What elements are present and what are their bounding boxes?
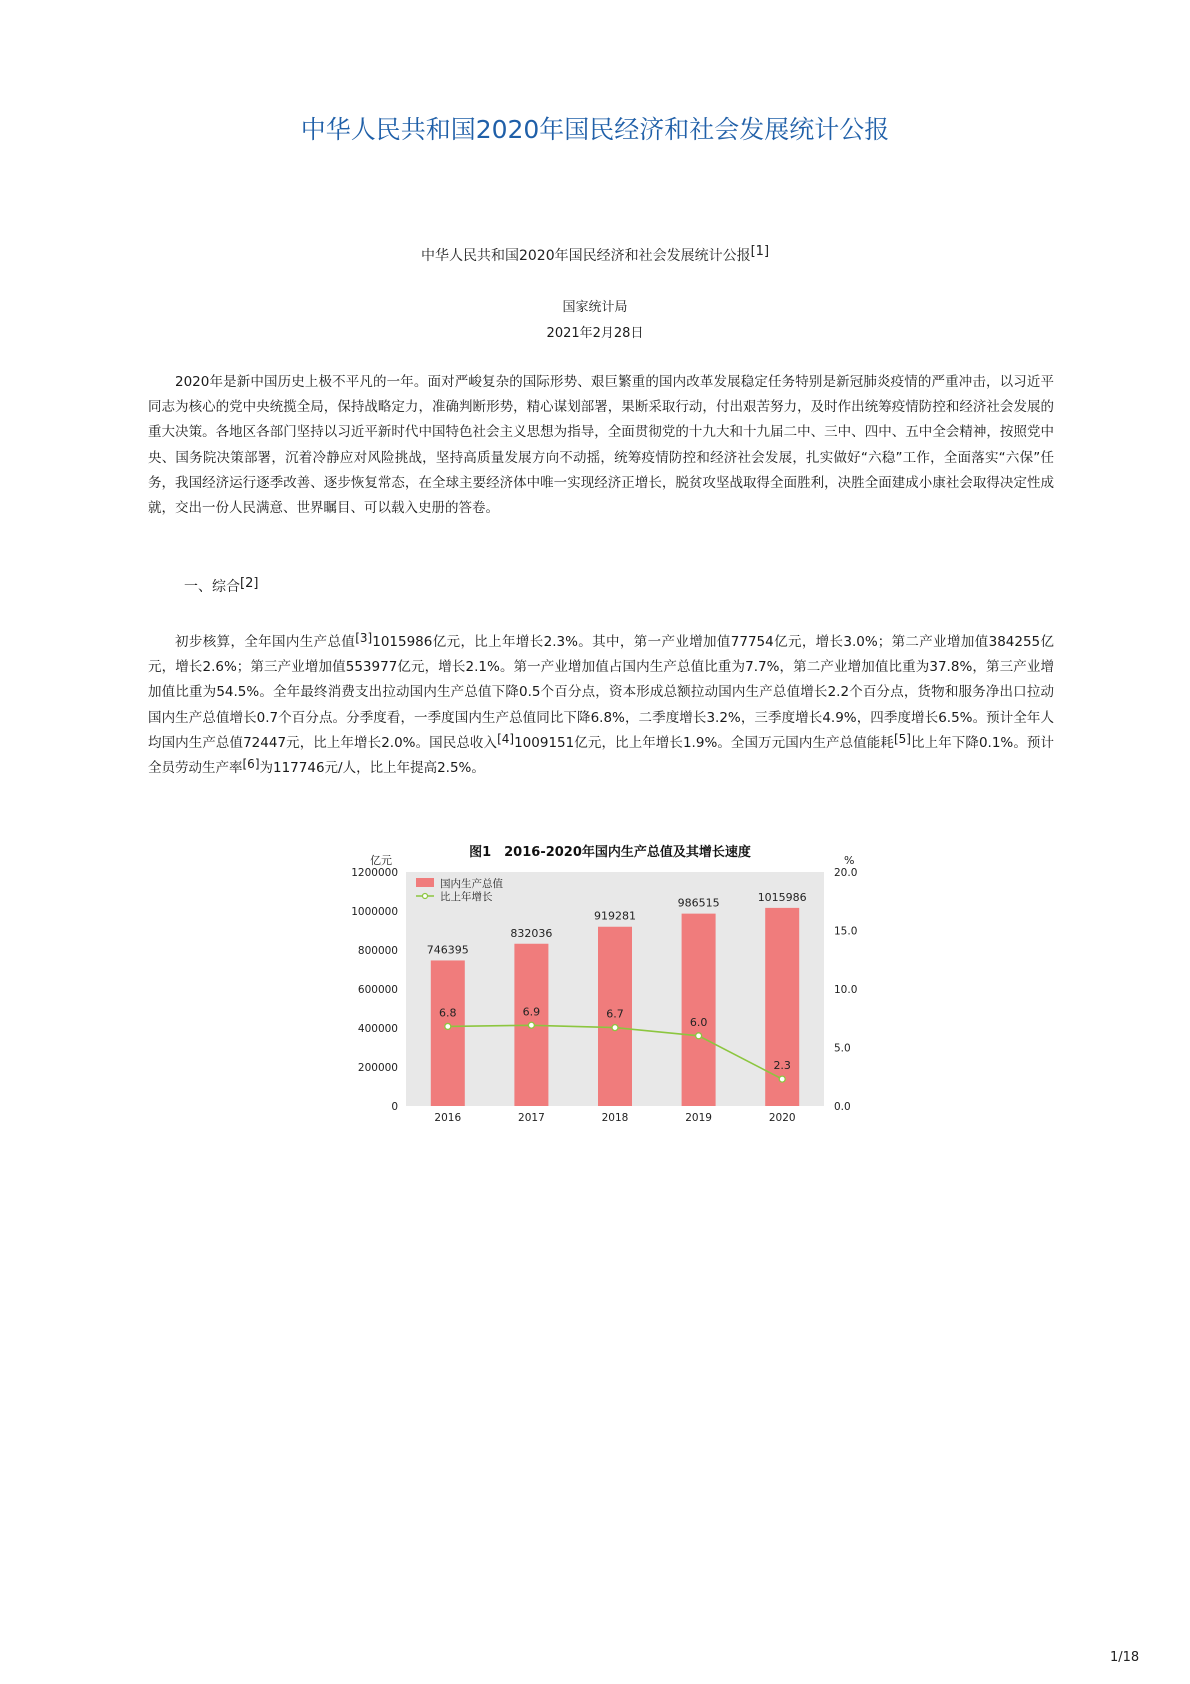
document-subtitle <box>0 244 1190 265</box>
page-number: 1/18 <box>1110 1650 1140 1665</box>
footnote-ref-4[interactable]: [4] <box>497 731 515 746</box>
publish-date: 2021年2月28日 <box>546 326 644 341</box>
y-tick-label: 600000 <box>357 984 398 996</box>
right-axis <box>834 867 857 1113</box>
x-tick-label: 2019 <box>685 1112 712 1124</box>
growth-point-2020 <box>779 1076 785 1082</box>
growth-value-label: 6.8 <box>439 1006 457 1020</box>
y-tick-label: 200000 <box>357 1062 398 1074</box>
y2-tick-label: 20.0 <box>834 867 858 879</box>
p2-text-5: 为117746元/人，比上年提高2.5%。 <box>259 760 485 777</box>
y2-tick-label: 15.0 <box>834 925 858 938</box>
y-tick-label: 0 <box>391 1101 398 1113</box>
legend-line-label: 比上年增长 <box>440 891 493 903</box>
intro-paragraph: 2020年是新中国历史上极不平凡的一年。面对严峻复杂的国际形势、艰巨繁重的国内改革发展稳定任务特别是新冠肺炎疫情的严重冲击，以习近平同志为核心的党中央统揽全局，保持战略定力，准确判断形势，精心谋划部署，果断采取行动，付出艰苦努力，及时作出统筹疫情防控和经济社会发展的重大决策。各地区各部门坚持以习近平新时代中国特色社会主义思想为指导，全面贯彻党的十九大和十九届二中、三中、四中、五中全会精神，按照党中央、国务院决策部署，沉着冷静应对风险挑战，坚持高质量发展方向不动摇，统筹疫情防控和经济社会发展，扎实做好“六稳”工作，全面落实“六保”任务，我国经济运行逐季改善、逐步恢复常态，在全球主要经济体中唯一实现经济正增长，脱贫攻坚战取得全面胜利，决胜全面建成小康社会取得决定性成就，交出一份人民满意、世界瞩目、可以载入史册的答卷。 <box>148 374 1054 517</box>
bar-value-label: 832036 <box>510 926 553 940</box>
subtitle-text: 中华人民共和国2020年国民经济和社会发展统计公报 <box>420 248 751 264</box>
footnote-ref-2[interactable]: [2] <box>240 576 259 591</box>
growth-value-label: 2.3 <box>773 1059 791 1073</box>
legend-line-dot <box>423 894 428 899</box>
x-axis <box>434 1112 795 1124</box>
y-tick-label: 1200000 <box>351 867 398 879</box>
growth-value-label: 6.0 <box>689 1015 708 1029</box>
y2-tick-label: 0.0 <box>834 1101 851 1113</box>
gdp-chart <box>350 838 870 1130</box>
left-axis-unit: 亿元 <box>370 854 392 867</box>
summary-paragraph <box>148 630 1054 781</box>
bar-value-label: 986515 <box>677 896 720 910</box>
issuing-agency: 国家统计局 <box>562 300 628 315</box>
x-tick-label: 2017 <box>518 1112 545 1124</box>
legend-bar-label: 国内生产总值 <box>440 878 503 890</box>
left-axis <box>351 867 398 1113</box>
y2-tick-label: 5.0 <box>834 1042 851 1055</box>
growth-point-2018 <box>612 1025 618 1031</box>
growth-point-2019 <box>696 1033 702 1039</box>
right-axis-unit: % <box>844 854 855 867</box>
section-heading-text: 一、综合 <box>184 579 240 595</box>
bar-value-label: 746395 <box>426 943 469 957</box>
footnote-ref-5[interactable]: [5] <box>893 731 911 746</box>
bar-2016 <box>431 960 465 1106</box>
p2-text-1: 初步核算，全年国内生产总值 <box>175 634 356 650</box>
chart-title: 图1 2016-2020年国内生产总值及其增长速度 <box>469 845 751 860</box>
bar-value-label: 1015986 <box>757 890 807 904</box>
growth-value-label: 6.7 <box>606 1007 624 1021</box>
footnote-ref-3[interactable]: [3] <box>355 631 373 645</box>
x-tick-label: 2020 <box>768 1112 796 1124</box>
y-tick-label: 1000000 <box>351 906 398 918</box>
page-title: 中华人民共和国2020年国民经济和社会发展统计公报 <box>300 115 890 144</box>
section-heading <box>184 576 258 596</box>
footnote-ref-6[interactable]: [6] <box>242 757 260 772</box>
x-tick-label: 2016 <box>434 1112 462 1124</box>
growth-point-2016 <box>445 1023 451 1029</box>
p2-text-4: 比上年下降0.1%。预计全员劳动生产率 <box>148 734 1055 777</box>
legend-bar-swatch <box>416 878 434 887</box>
bar-value-label: 919281 <box>594 909 636 923</box>
x-tick-label: 2018 <box>601 1112 629 1124</box>
y-tick-label: 800000 <box>357 945 398 957</box>
p2-text-3: 1009151亿元，比上年增长1.9%。全国万元国内生产总值能耗 <box>514 734 894 751</box>
bar-2019 <box>682 914 716 1106</box>
y-tick-label: 400000 <box>357 1023 398 1035</box>
y2-tick-label: 10.0 <box>834 984 858 996</box>
p2-text-2: 1015986亿元，比上年增长2.3%。其中，第一产业增加值77754亿元，增长3.0%；第二产业增加值384255亿元，增长2.6%；第三产业增加值553977亿元，增长2.1%。第一产业增加值占国内生产总值比重为7.7%，第二产业增加值比重为37.8%，第三产业增加值比重为54.5%。全年最终消费支出拉动国内生产总值下降0.5个百分点，资本形成总额拉动国内生产总值增长2.2个百分点，货物和服务净出口拉动国内生产总值增长0.7个百分点。分季度看，一季度国内生产总值同比下降6.8%，二季度增长3.2%，三季度增长4.9%，四季度增长6.5%。预计全年人均国内生产总值72447元，比上年增长2.0%。国民总收入 <box>148 634 1055 751</box>
growth-value-label: 6.9 <box>522 1005 541 1019</box>
growth-point-2017 <box>528 1022 534 1028</box>
footnote-ref-1[interactable]: [1] <box>750 244 770 259</box>
